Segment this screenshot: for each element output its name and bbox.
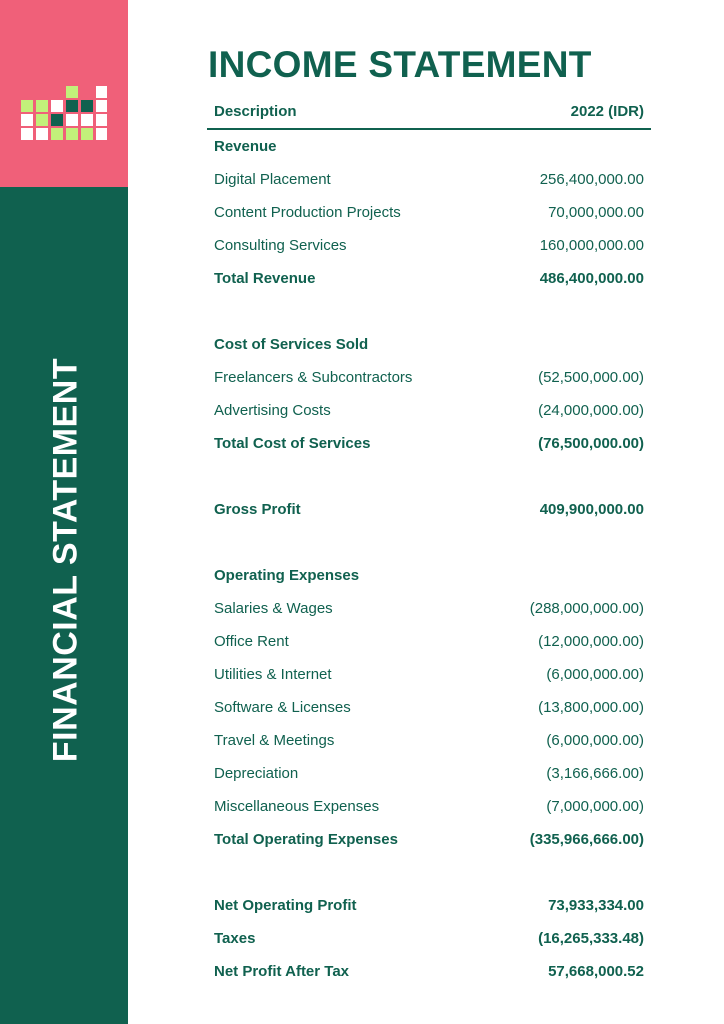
logo-cell <box>81 128 93 140</box>
table-row <box>207 592 651 625</box>
net-profit-after-tax-row <box>207 955 651 988</box>
logo-cell <box>66 100 78 112</box>
row-label: Digital Placement <box>214 171 331 188</box>
logo-cell <box>66 114 78 126</box>
row-amount: 486,400,000.00 <box>539 270 644 287</box>
gross-profit-row <box>207 493 651 526</box>
taxes-row <box>207 922 651 955</box>
logo-cell <box>36 128 48 140</box>
income-statement-table <box>207 95 651 988</box>
logo-cell <box>96 114 107 126</box>
table-row <box>207 196 651 229</box>
section-label: Revenue <box>214 138 277 155</box>
logo-cell <box>36 100 48 112</box>
logo-cell <box>51 128 63 140</box>
logo-cell <box>36 114 48 126</box>
row-label: Salaries & Wages <box>214 600 333 617</box>
row-amount: 409,900,000.00 <box>539 501 644 518</box>
row-amount: (52,500,000.00) <box>538 369 644 386</box>
logo-cell <box>66 86 78 98</box>
page-title: INCOME STATEMENT <box>208 44 592 85</box>
section-heading-revenue <box>207 130 651 163</box>
logo-cell <box>96 128 107 140</box>
spacer <box>207 295 651 328</box>
logo-cell <box>51 100 63 112</box>
row-label: Utilities & Internet <box>214 666 332 683</box>
logo-cell <box>96 100 107 112</box>
table-row <box>207 394 651 427</box>
section-heading-opex <box>207 559 651 592</box>
logo-cell <box>66 128 78 140</box>
logo-cell <box>21 128 33 140</box>
logo-cell <box>81 100 93 112</box>
total-opex-row <box>207 823 651 856</box>
row-amount: (335,966,666.00) <box>529 831 644 848</box>
sidebar-title: FINANCIAL STATEMENT <box>46 357 85 763</box>
section-label: Cost of Services Sold <box>214 336 369 353</box>
row-amount: 160,000,000.00 <box>539 237 644 254</box>
table-row <box>207 757 651 790</box>
table-row <box>207 724 651 757</box>
table-row <box>207 790 651 823</box>
spacer <box>207 460 651 493</box>
row-label: Net Profit After Tax <box>214 963 350 980</box>
row-label: Consulting Services <box>214 237 347 254</box>
total-cost-row <box>207 427 651 460</box>
logo-cell <box>21 100 33 112</box>
bar-chart-logo-icon <box>21 86 107 142</box>
logo-cell <box>51 114 63 126</box>
section-label: Operating Expenses <box>214 567 360 584</box>
table-row <box>207 691 651 724</box>
row-amount: (13,800,000.00) <box>538 699 644 716</box>
logo-cell <box>81 114 93 126</box>
row-amount: (6,000,000.00) <box>546 666 644 683</box>
row-amount: 256,400,000.00 <box>539 171 644 188</box>
spacer <box>207 526 651 559</box>
row-label: Freelancers & Subcontractors <box>214 369 413 386</box>
row-amount: (76,500,000.00) <box>538 435 644 452</box>
net-operating-profit-row <box>207 889 651 922</box>
row-label: Total Cost of Services <box>214 435 371 452</box>
table-row <box>207 361 651 394</box>
row-amount: (288,000,000.00) <box>529 600 644 617</box>
table-row <box>207 163 651 196</box>
row-label: Office Rent <box>214 633 289 650</box>
row-amount: (7,000,000.00) <box>546 798 644 815</box>
row-label: Gross Profit <box>214 501 301 518</box>
spacer <box>207 856 651 889</box>
section-heading-cost <box>207 328 651 361</box>
row-label: Software & Licenses <box>214 699 351 716</box>
column-header-description: Description <box>214 103 297 120</box>
row-label: Taxes <box>214 930 256 947</box>
logo-cell <box>21 114 33 126</box>
row-amount: (16,265,333.48) <box>538 930 644 947</box>
logo-cell <box>96 86 107 98</box>
row-label: Advertising Costs <box>214 402 331 419</box>
sidebar-accent-block <box>0 0 128 187</box>
table-header <box>207 95 651 130</box>
row-label: Travel & Meetings <box>214 732 335 749</box>
row-amount: (12,000,000.00) <box>538 633 644 650</box>
row-label: Total Revenue <box>214 270 316 287</box>
row-label: Total Operating Expenses <box>214 831 398 848</box>
table-row <box>207 658 651 691</box>
row-label: Content Production Projects <box>214 204 401 221</box>
table-row <box>207 229 651 262</box>
row-label: Net Operating Profit <box>214 897 357 914</box>
column-header-amount: 2022 (IDR) <box>570 103 644 120</box>
row-amount: (24,000,000.00) <box>538 402 644 419</box>
row-amount: (6,000,000.00) <box>546 732 644 749</box>
row-amount: 73,933,334.00 <box>548 897 644 914</box>
row-label: Miscellaneous Expenses <box>214 798 380 815</box>
row-amount: 57,668,000.52 <box>548 963 644 980</box>
row-amount: 70,000,000.00 <box>548 204 644 221</box>
row-amount: (3,166,666.00) <box>546 765 644 782</box>
table-row <box>207 625 651 658</box>
row-label: Depreciation <box>214 765 299 782</box>
total-revenue-row <box>207 262 651 295</box>
